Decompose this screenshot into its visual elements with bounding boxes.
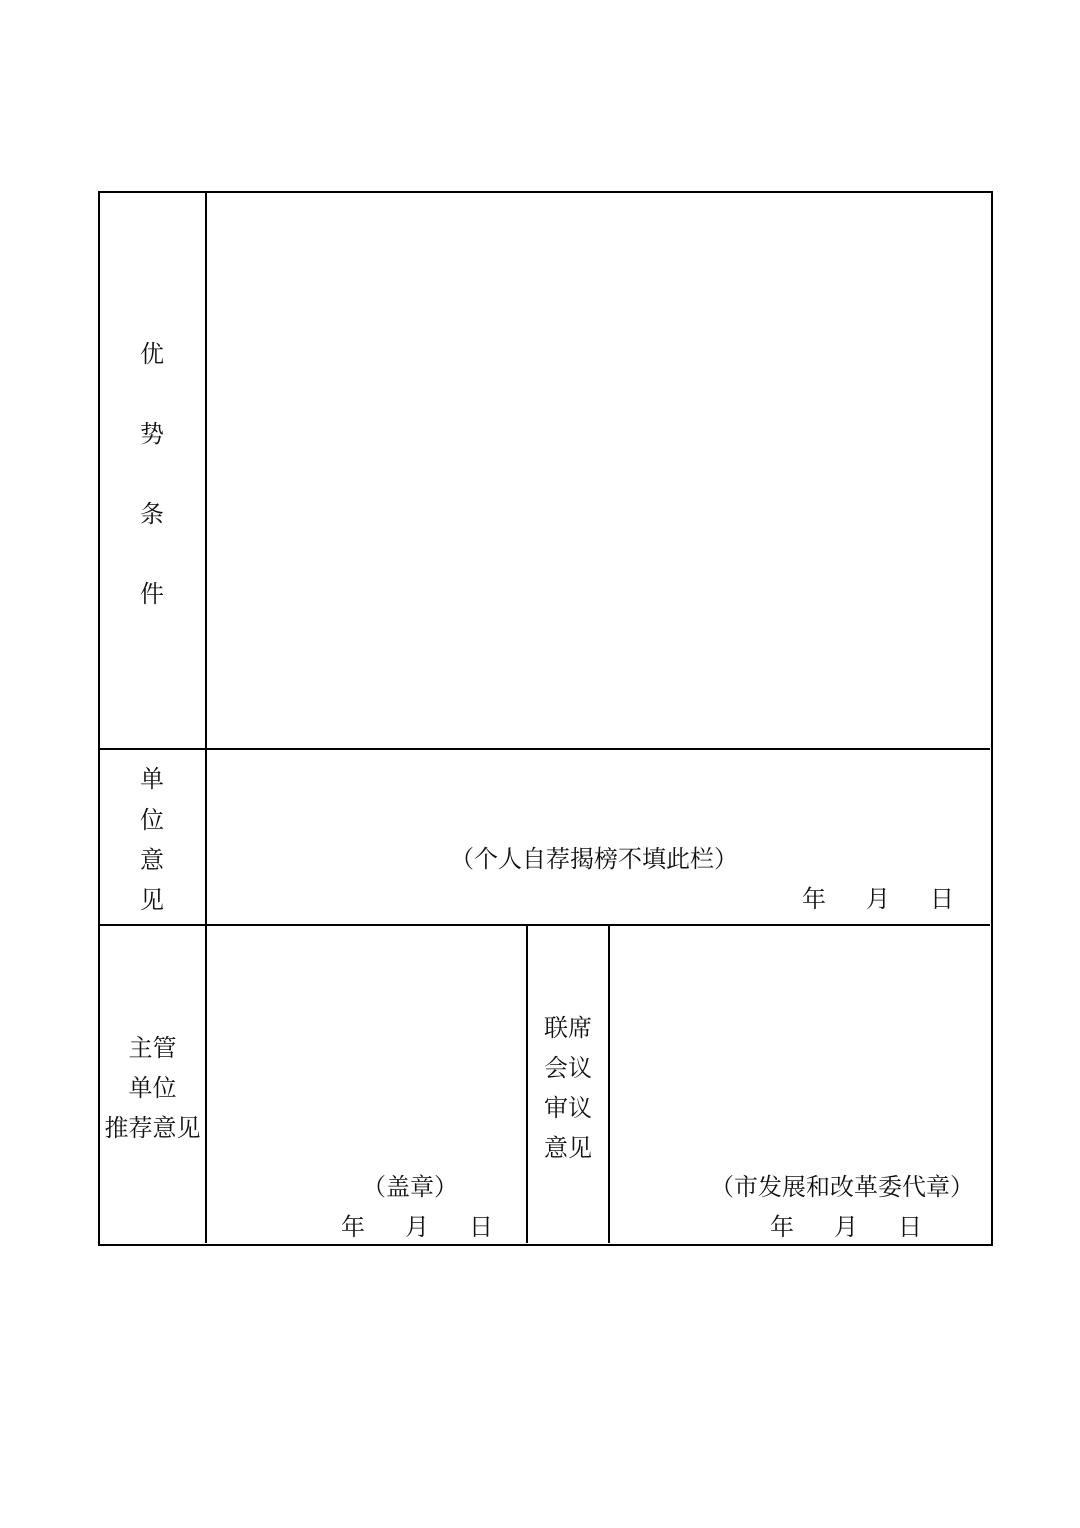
advantage-label-char: 优	[140, 340, 164, 368]
joint-meeting-label-line: 意见	[544, 1134, 592, 1162]
advantage-label-char: 势	[140, 420, 164, 448]
date-day: 日	[930, 885, 954, 913]
joint-meeting-label-line: 联席	[544, 1014, 592, 1042]
unit-opinion-label-char: 位	[140, 806, 164, 834]
supervisor-seal-note: （盖章）	[362, 1173, 458, 1201]
date-year: 年	[341, 1213, 365, 1241]
date-month: 月	[834, 1213, 858, 1241]
joint-meeting-label-line: 会议	[544, 1054, 592, 1082]
unit-opinion-label-char: 见	[140, 886, 164, 914]
date-year: 年	[770, 1213, 794, 1241]
date-day: 日	[898, 1213, 922, 1241]
supervisor-label-line: 主管	[128, 1034, 177, 1062]
unit-opinion-note: （个人自荐揭榜不填此栏）	[450, 845, 738, 873]
date-day: 日	[469, 1213, 493, 1241]
date-month: 月	[405, 1213, 429, 1241]
date-year: 年	[802, 885, 826, 913]
advantage-label-char: 件	[140, 580, 164, 608]
date-month: 月	[866, 885, 890, 913]
unit-opinion-label-char: 意	[140, 846, 164, 874]
supervisor-label-line: 单位	[128, 1074, 177, 1102]
unit-opinion-label-char: 单	[140, 765, 164, 793]
advantage-label-char: 条	[140, 500, 164, 528]
joint-meeting-label-line: 审议	[544, 1094, 592, 1122]
supervisor-label-line: 推荐意见	[104, 1114, 201, 1142]
joint-meeting-seal-note: （市发展和改革委代章）	[710, 1173, 974, 1201]
advantage-content-area[interactable]	[206, 194, 990, 746]
bottom-divider-a	[526, 924, 528, 1243]
